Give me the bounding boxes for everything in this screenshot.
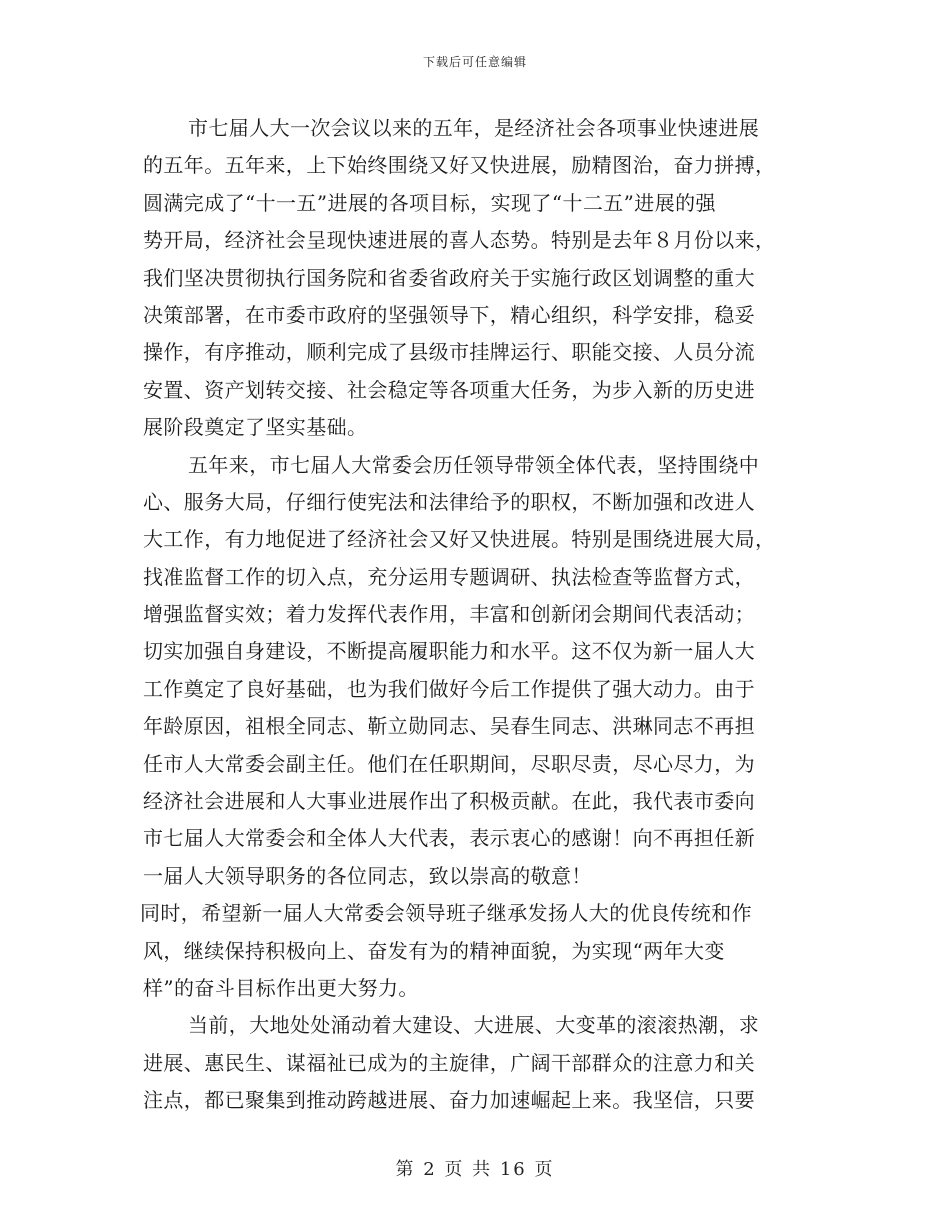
text-line: 大工作，有力地促进了经济社会又好又快进展。特别是围绕进展大局， (143, 527, 776, 552)
text-line: 增强监督实效；着力发挥代表作用，丰富和创新闭会期间代表活动； (143, 602, 755, 627)
text-line: 势开局，经济社会呈现快速进展的喜人态势。特别是去年８月份以来， (143, 228, 776, 253)
text-line: 决策部署，在市委市政府的坚强领导下，精心组织，科学安排，稳妥 (143, 302, 755, 327)
text-line: 一届人大领导职务的各位同志，致以崇高的敬意！ (143, 863, 592, 888)
text-line: 市七届人大一次会议以来的五年，是经济社会各项事业快速进展 (188, 116, 760, 140)
text-line: 切实加强自身建设，不断提高履职能力和水平。这不仅为新一届人大 (143, 639, 755, 664)
text-line: 操作，有序推动，顺利完成了县级市挂牌运行、职能交接、人员分流 (143, 340, 755, 365)
text-line: 年龄原因，祖根全同志、靳立勋同志、吴春生同志、洪琳同志不再担 (143, 714, 755, 739)
text-line: 样”的奋斗目标作出更大努力。 (143, 975, 419, 1000)
text-line: 五年来，市七届人大常委会历任领导带领全体代表，坚持围绕中 (188, 452, 760, 477)
text-line: 进展、惠民生、谋福祉已成为的主旋律，广阔干部群众的注意力和关 (143, 1050, 755, 1075)
text-line: 找准监督工作的切入点，充分运用专题调研、执法检查等监督方式， (143, 564, 755, 589)
document-body (140, 110, 811, 1120)
text-line: 市七届人大常委会和全体人大代表，表示衷心的感谢！向不再担任新 (143, 826, 755, 851)
paragraph (143, 1007, 811, 1119)
text-line: 展阶段奠定了坚实基础。 (143, 415, 368, 440)
paragraph (143, 447, 811, 896)
text-line: 我们坚决贯彻执行国务院和省委省政府关于实施行政区划调整的重大 (143, 265, 755, 290)
text-line: 任市人大常委会副主任。他们在任职期间，尽职尽责，尽心尽力，为 (143, 751, 755, 776)
text-line: 的五年。五年来，上下始终围绕又好又快进展，励精图治，奋力拼搏， (143, 153, 776, 178)
paragraph (140, 895, 811, 1007)
text-line: 经济社会进展和人大事业进展作出了积极贡献。在此，我代表市委向 (143, 789, 755, 814)
text-line: 圆满完成了“十一五”进展的各项目标，实现了“十二五”进展的强 (143, 190, 716, 215)
text-line: 心、服务大局，仔细行使宪法和法律给予的职权，不断加强和改进人 (143, 489, 755, 514)
paragraph (143, 110, 811, 447)
text-line: 工作奠定了良好基础，也为我们做好今后工作提供了强大动力。由于 (143, 676, 755, 701)
text-line: 安置、资产划转交接、社会稳定等各项重大任务，为步入新的历史进 (143, 377, 755, 402)
page-number: 第 2 页 共 16 页 (395, 1159, 555, 1180)
text-line: 注点，都已聚集到推动跨越进展、奋力加速崛起上来。我坚信，只要 (143, 1088, 755, 1113)
header-note: 下载后可任意编辑 (422, 55, 527, 69)
text-line: 同时，希望新一届人大常委会领导班子继承发扬人大的优良传统和作 (140, 901, 752, 926)
text-line: 当前，大地处处涌动着大建设、大进展、大变革的滚滚热潮，求 (188, 1013, 760, 1038)
text-line: 风，继续保持积极向上、奋发有为的精神面貌，为实现“两年大变 (143, 938, 725, 963)
